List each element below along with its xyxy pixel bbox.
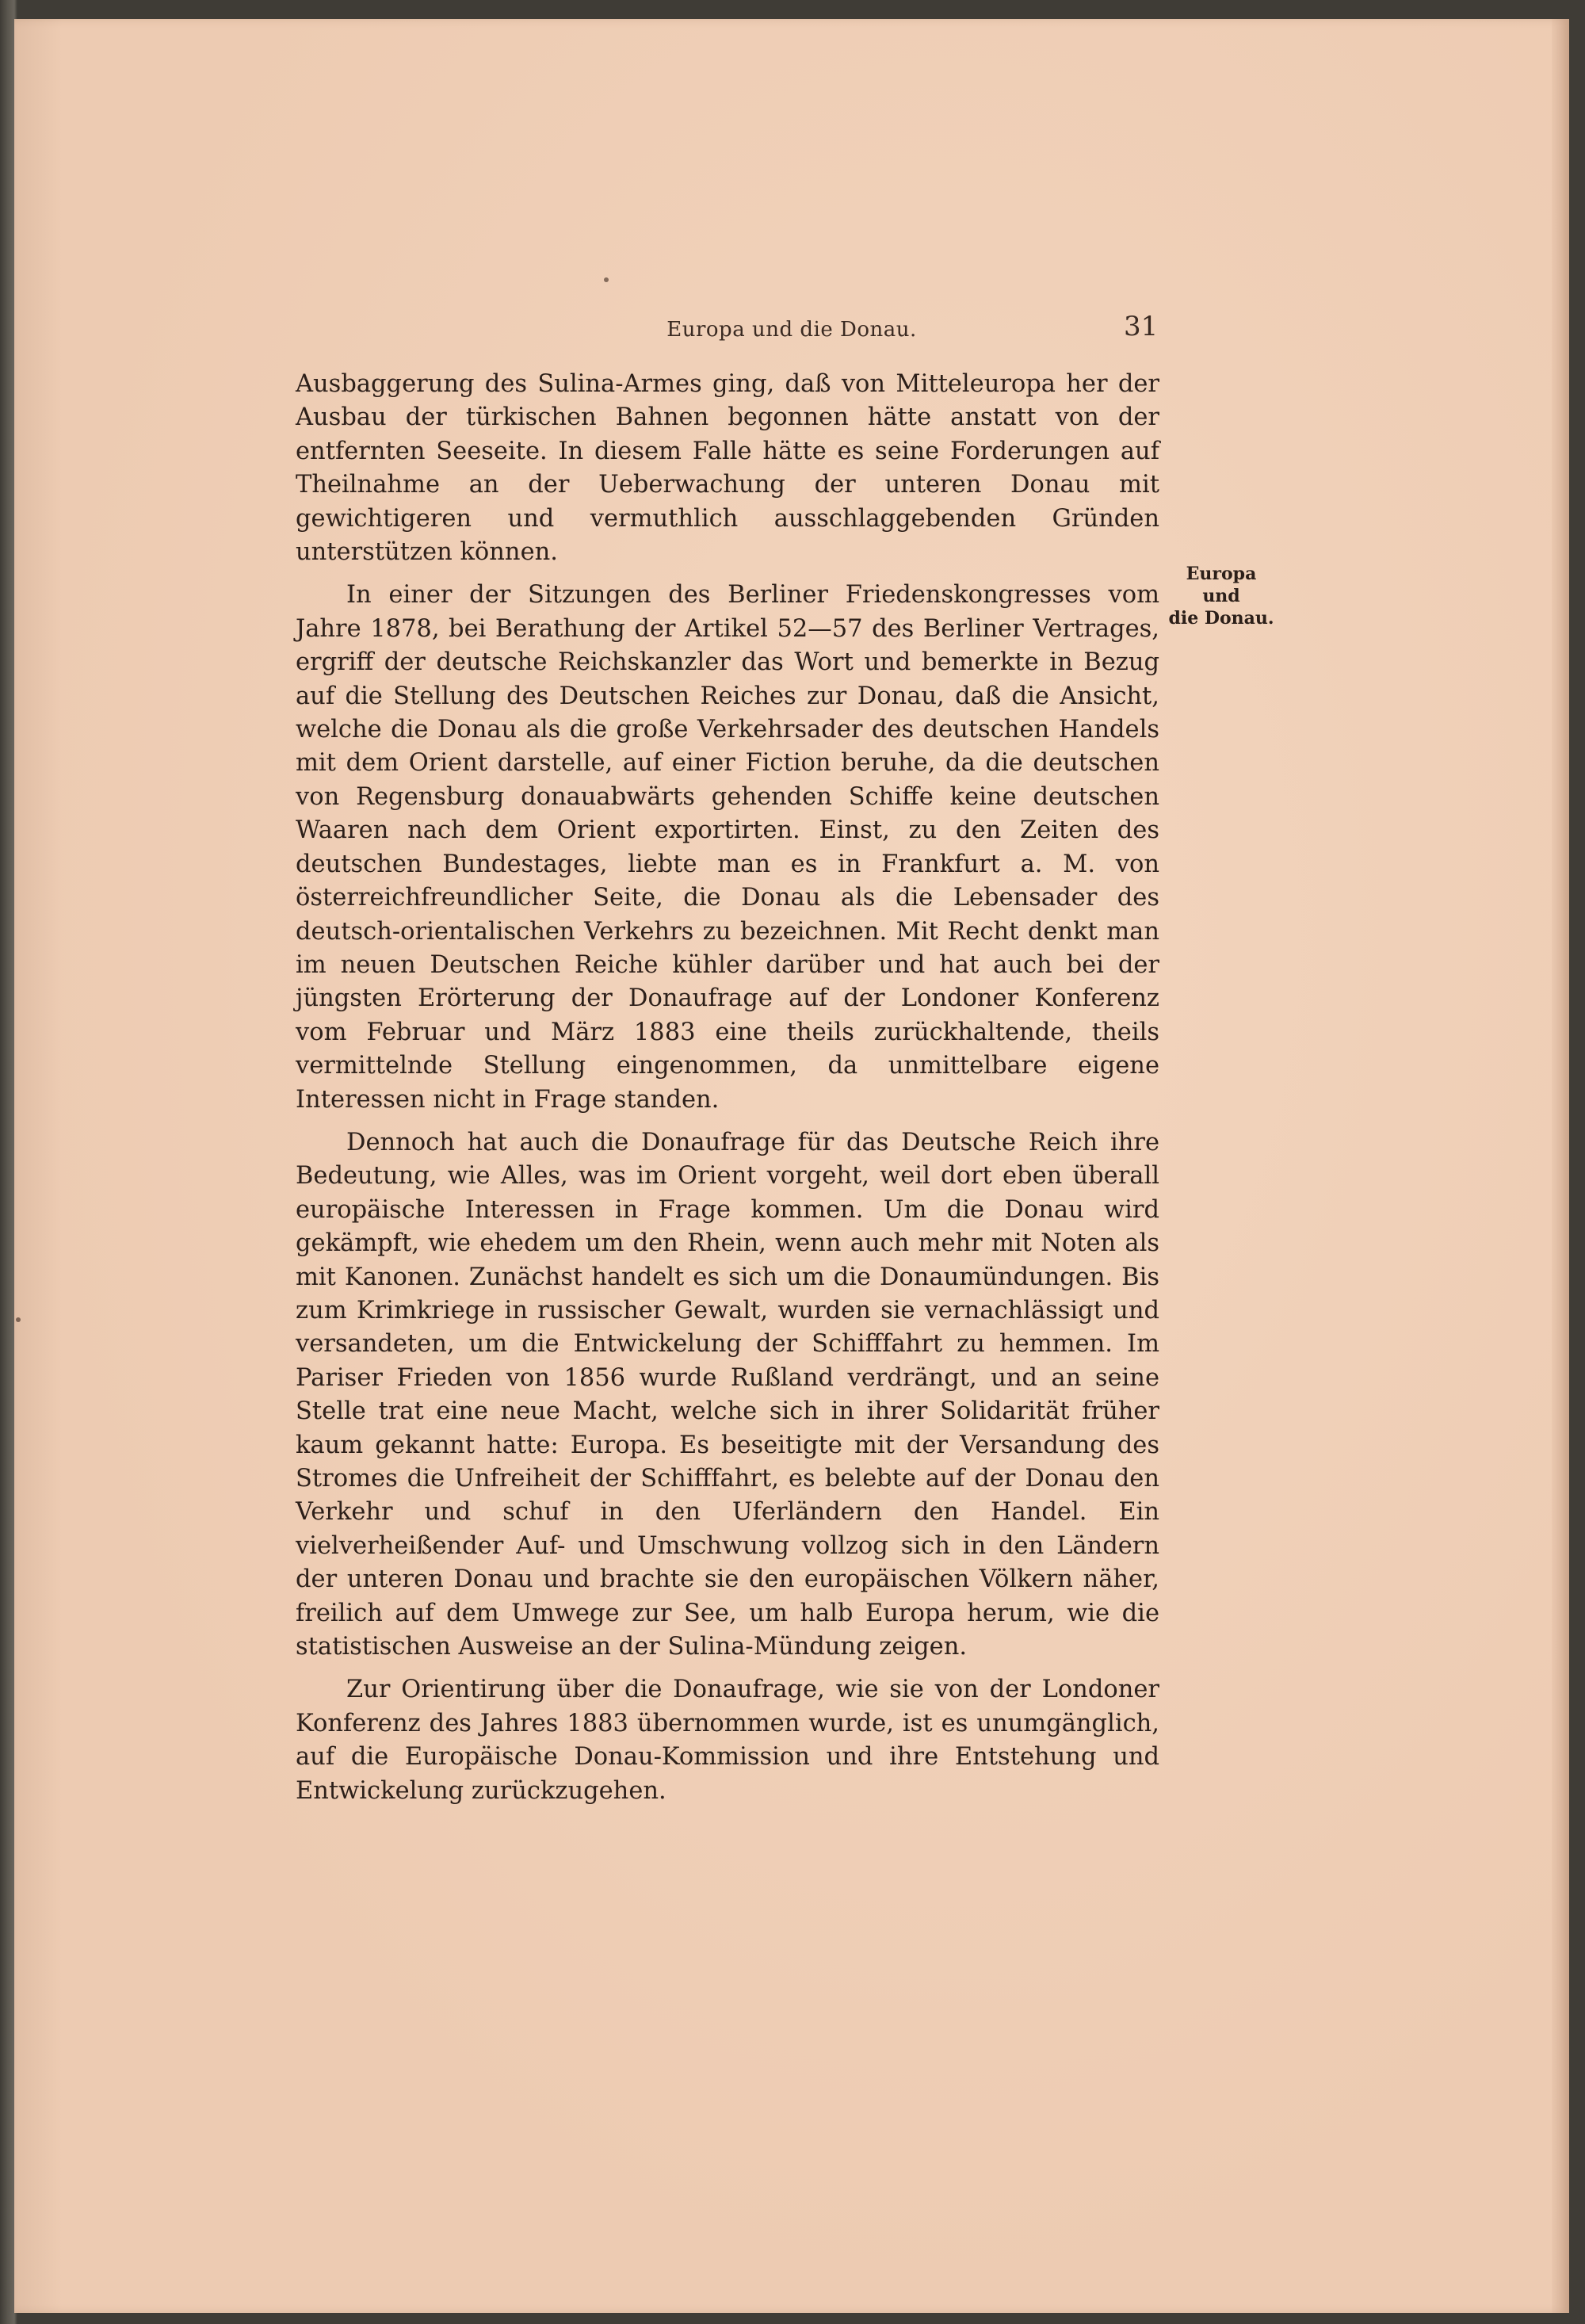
paragraph-1: Ausbaggerung des Sulina-Armes ging, daß von Mitteleuropa her der Ausbau der türkischen Bahnen begonnen hätte anstatt von der entfernten Seeseite. In diesem Falle hätte es seine Forderungen auf Theilnahme an der Ueberwachung der unteren Donau mit gewichtigeren und vermuthlich ausschlaggebenden Gründen unterstützen können. [296,370,1159,567]
margin-note-line-1: Europa [1186,564,1257,584]
margin-note-line-3: die Donau. [1168,608,1274,629]
margin-note [1162,563,1281,629]
running-head: Europa und die Donau. [666,318,917,342]
scan-speck [16,1317,21,1322]
paragraph-4: Zur Orientirung über die Donaufrage, wie sie von der Londoner Konferenz des Jahres 1883 übernommen wurde, ist es unumgänglich, auf die Europäische Donau-Kommission und ihre Entstehung und Entwickelung zurückzugehen. [296,1676,1159,1805]
margin-note-line-2: und [1202,586,1240,606]
book-page [14,19,1569,2313]
page-edge [1552,19,1569,2313]
paragraph-2: In einer der Sitzungen des Berliner Friedenskongresses vom Jahre 1878, bei Berathung der Artikel 52—57 des Berliner Vertrages, ergriff der deutsche Reichskanzler das Wort und bemerkte in Bezug auf die Stellung des Deutschen Reiches zur Donau, daß die Ansicht, welche die Donau als die große Verkehrsader des deutschen Handels mit dem Orient darstelle, auf einer Fiction beruhe, da die deutschen von Regensburg donauabwärts gehenden Schiffe keine deutschen Waaren nach dem Orient exportirten. Einst, zu den Zeiten des deutschen Bundestages, liebte man es in Frankfurt a. M. von österreichfreundlicher Seite, die Donau als die Lebensader des deutsch-orientalischen Verkehrs zu bezeichnen. Mit Recht denkt man im neuen Deutschen Reiche kühler darüber und hat auch bei der jüngsten Erörterung der Donaufrage auf der Londoner Konferenz vom Februar und März 1883 eine theils zurückhaltende, theils vermittelnde Stellung eingenommen, da unmittelbare eigene Interessen nicht in Frage standen. [296,581,1159,1114]
body-text [296,368,1159,1818]
page-number: 31 [1124,311,1159,342]
paragraph-3: Dennoch hat auch die Donaufrage für das Deutsche Reich ihre Bedeutung, wie Alles, was im Orient vorgeht, weil dort eben überall europäische Interessen in Frage kommen. Um die Donau wird gekämpft, wie ehedem um den Rhein, wenn auch mehr mit Noten als mit Kanonen. Zunächst handelt es sich um die Donaumündungen. Bis zum Krimkriege in russischer Gewalt, wurden sie vernachlässigt und versandeten, um die Entwickelung der Schifffahrt zu hemmen. Im Pariser Frieden von 1856 wurde Rußland verdrängt, und an seine Stelle trat eine neue Macht, welche sich in ihrer Solidarität früher kaum gekannt hatte: Europa. Es beseitigte mit der Versandung des Stromes die Unfreiheit der Schifffahrt, es belebte auf der Donau den Verkehr und schuf in den Uferländern den Handel. Ein vielverheißender Auf- und Umschwung vollzog sich in den Ländern der unteren Donau und brachte sie den europäischen Völkern näher, freilich auf dem Umwege zur See, um halb Europa herum, wie die statistischen Ausweise an der Sulina-Mündung zeigen. [296,1128,1159,1661]
scan-speck [604,277,609,282]
